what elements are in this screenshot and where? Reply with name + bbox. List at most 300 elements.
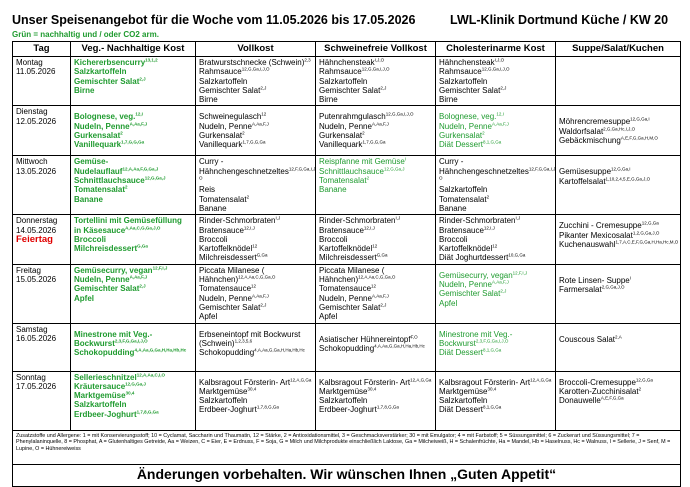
allergen-code: 2,3,F,G,Ga,I,J,O bbox=[114, 338, 148, 344]
dish-name: Gurkensalat bbox=[439, 131, 483, 141]
dish-name: Milchreisdessert bbox=[199, 253, 257, 263]
dish-name: Bockwurst bbox=[439, 338, 476, 348]
allergen-code: 2,J bbox=[380, 85, 387, 91]
menu-cell-vollkost bbox=[196, 156, 316, 215]
allergen-code: 1,7,G,G,Ga bbox=[242, 139, 266, 145]
allergen-code: 12,F,G,Ga,I,J bbox=[528, 166, 556, 172]
menu-cell-veg bbox=[71, 323, 196, 371]
dish-line bbox=[439, 280, 552, 289]
menu-cell-schweinefrei bbox=[316, 156, 436, 215]
allergen-code: 2,J bbox=[139, 283, 146, 289]
dish-line bbox=[439, 289, 552, 298]
allergen-code: 1,2,G,Ga,J,O bbox=[632, 229, 660, 235]
dish-name: Gemischter Salat bbox=[319, 85, 381, 95]
dish-name: Gemüse- bbox=[74, 157, 109, 167]
allergen-code: 30,4 bbox=[247, 386, 257, 392]
dish-name: Rahmsauce bbox=[199, 67, 242, 77]
allergen-code: 1,7,G,G,Ga bbox=[121, 139, 145, 145]
dish-line bbox=[199, 204, 312, 213]
dish-name: Möhrencremesuppe bbox=[559, 117, 631, 127]
dish-name: Bratensauce bbox=[439, 225, 484, 235]
dish-name: Hähnchen) bbox=[199, 275, 239, 285]
dish-line bbox=[439, 195, 552, 204]
allergen-code: 1,7,G,G,Ga bbox=[362, 139, 386, 145]
allergen-code: 12,G,Ga,I,J,O bbox=[361, 66, 390, 72]
allergen-code: 12,F,G,Ga,I,J bbox=[288, 166, 316, 172]
dish-name: Tomatensalat bbox=[199, 194, 247, 204]
allergen-code: 2,J bbox=[260, 85, 267, 91]
allergen-code: 12,I bbox=[496, 111, 504, 117]
dish-line bbox=[74, 176, 192, 185]
dish-name: Salzkartoffeln bbox=[439, 396, 488, 406]
dish-line bbox=[319, 77, 432, 86]
day-row bbox=[13, 215, 681, 264]
dish-name: Gebäckmischung bbox=[559, 136, 621, 146]
dish-name: Curry - bbox=[199, 157, 224, 167]
dish-name: Karotten-Zucchinisalat bbox=[559, 386, 639, 396]
day-cell bbox=[13, 57, 71, 106]
dish-line bbox=[439, 387, 552, 396]
dish-name: Curry - bbox=[439, 157, 464, 167]
allergen-code: 12,G,Ga,I bbox=[611, 166, 631, 172]
dish-line bbox=[199, 294, 312, 303]
allergen-code: I,J,O bbox=[494, 57, 505, 63]
dish-name: Gemischter Salat bbox=[74, 284, 140, 294]
dish-line bbox=[319, 387, 432, 396]
allergen-code: 12 bbox=[251, 283, 257, 289]
dish-name: Apfel bbox=[439, 298, 458, 308]
dish-name: Rote Linsen- Suppe bbox=[559, 275, 630, 285]
day-date: 13.05.2026 bbox=[16, 166, 57, 176]
allergen-code: I bbox=[404, 156, 407, 162]
menu-cell-veg bbox=[71, 57, 196, 106]
day-name: Mittwoch bbox=[16, 157, 48, 167]
dish-line bbox=[559, 177, 677, 186]
dish-line bbox=[319, 253, 432, 262]
dish-line bbox=[199, 216, 312, 225]
allergen-code: O bbox=[199, 175, 203, 181]
dish-name: (Schwein) bbox=[199, 338, 235, 348]
allergen-code: 2 bbox=[362, 130, 365, 136]
day-cell bbox=[13, 156, 71, 215]
allergen-code: 12,G,Ga,J bbox=[125, 381, 146, 387]
spacer bbox=[559, 107, 677, 117]
dish-line bbox=[319, 157, 432, 166]
dish-line bbox=[199, 348, 312, 357]
menu-cell-veg bbox=[71, 215, 196, 264]
dish-name: Birne bbox=[74, 85, 95, 95]
dish-name: Schweinegulasch bbox=[199, 112, 262, 122]
dish-name: Gemüsesuppe bbox=[559, 167, 612, 177]
dish-name: Broccoli bbox=[439, 234, 468, 244]
dish-name: Kartoffelknödel bbox=[199, 244, 253, 254]
day-date: 15.05.2026 bbox=[16, 275, 57, 285]
dish-name: Kalbsragout Försterin- Art bbox=[319, 377, 411, 387]
menu-cell-vollkost bbox=[196, 106, 316, 156]
menu-cell-suppe bbox=[556, 264, 681, 323]
dish-name: Rinder-Schmorbraten bbox=[319, 216, 396, 226]
dish-name: Gemüsecurry, vegan bbox=[439, 270, 513, 280]
dish-line bbox=[74, 67, 192, 76]
dish-name: Rahmsauce bbox=[319, 67, 362, 77]
dish-name: Gemüsecurry, vegan bbox=[74, 265, 153, 275]
dish-name: Salzkartoffeln bbox=[199, 76, 248, 86]
dish-line bbox=[199, 95, 312, 104]
allergen-code: 12,G,Ga,J bbox=[383, 166, 405, 172]
dish-name: Milchreisdessert bbox=[74, 244, 138, 254]
dish-name: Kuchenauswahl bbox=[559, 239, 616, 249]
dish-name: Gurkensalat bbox=[319, 131, 363, 141]
dish-name: Marktgemüse bbox=[319, 386, 368, 396]
dish-name: Tomatensauce bbox=[319, 284, 372, 294]
dish-line bbox=[199, 77, 312, 86]
column-header-cholesterinarm: Cholesterinarme Kost bbox=[436, 42, 556, 57]
menu-cell-cholesterinarm bbox=[436, 156, 556, 215]
dish-line bbox=[199, 185, 312, 194]
allergen-code: 12,G,Ga,J bbox=[144, 175, 166, 181]
allergen-code: 12,F,I,J bbox=[152, 265, 168, 271]
allergen-code: A,Aa,F,J bbox=[129, 274, 148, 280]
day-date: 17.05.2026 bbox=[16, 381, 57, 391]
menu-cell-cholesterinarm bbox=[436, 57, 556, 106]
dish-name: Gemischter Salat bbox=[74, 76, 140, 86]
allergen-code: I,J bbox=[275, 215, 281, 221]
day-date: 11.05.2026 bbox=[16, 67, 56, 77]
allergen-code: I,J bbox=[515, 215, 521, 221]
allergen-code: 12,I,J bbox=[243, 224, 255, 230]
allergen-code: 12,A,G,Ga bbox=[530, 376, 552, 382]
column-header-suppe: Suppe/Salat/Kuchen bbox=[556, 42, 681, 57]
dish-name: Salzkartoffeln bbox=[74, 400, 127, 410]
dish-name: Banane bbox=[439, 203, 467, 213]
day-name: Dienstag bbox=[16, 107, 48, 117]
dish-line bbox=[439, 348, 552, 357]
menu-cell-cholesterinarm bbox=[436, 323, 556, 371]
dish-name: Kartoffelsalat bbox=[559, 176, 606, 186]
dish-line bbox=[199, 140, 312, 149]
dish-name: Nudeln, Penne bbox=[199, 121, 252, 131]
menu-cell-cholesterinarm bbox=[436, 215, 556, 264]
allergen-code: A,Aa,F,J bbox=[251, 121, 269, 127]
allergen-code: 4,A,Aa,G,Ga,H,Ha,Hb,Hc bbox=[254, 347, 305, 353]
spacer bbox=[559, 266, 677, 276]
dish-name: Rinder-Schmorbraten bbox=[199, 216, 276, 226]
menu-cell-vollkost bbox=[196, 57, 316, 106]
dish-line bbox=[74, 294, 192, 303]
dish-name: Rahmsauce bbox=[439, 67, 482, 77]
menu-cell-schweinefrei bbox=[316, 323, 436, 371]
dish-line bbox=[319, 216, 432, 225]
dish-line bbox=[319, 167, 432, 176]
dish-name: Apfel bbox=[74, 293, 94, 303]
dish-line bbox=[74, 235, 192, 244]
allergen-code: 12,G,Ga,I,J,O bbox=[481, 66, 510, 72]
dish-name: Bratwurstschnecke (Schwein) bbox=[199, 58, 305, 67]
dish-name: Nudeln, Penne bbox=[439, 121, 492, 131]
dish-name: Reispfanne mit Gemüse bbox=[319, 157, 405, 167]
dish-line bbox=[439, 185, 552, 194]
dish-line bbox=[74, 410, 192, 419]
dish-name: Kräutersauce bbox=[74, 381, 126, 391]
allergen-code: G,Ga bbox=[376, 252, 388, 258]
dish-line bbox=[74, 348, 192, 357]
allergen-code: 12 bbox=[261, 111, 267, 117]
dish-name: Erbseneintopf mit Bockwurst bbox=[199, 329, 301, 339]
allergen-code: 1,7,8,G,Ga bbox=[136, 409, 159, 415]
allergen-code: I,J bbox=[395, 215, 401, 221]
dish-name: Nudeln, Penne bbox=[74, 121, 130, 131]
dish-name: Broccoli bbox=[319, 234, 348, 244]
day-name: Freitag bbox=[16, 265, 41, 275]
dish-name: Waldorfsalat bbox=[559, 126, 604, 136]
column-header-veg: Veg.- Nachhaltige Kost bbox=[71, 42, 196, 57]
allergen-code: 12 bbox=[252, 243, 258, 249]
dish-line bbox=[439, 226, 552, 235]
dish-line bbox=[319, 185, 432, 194]
dish-name: Kichererbsencurry bbox=[74, 58, 146, 67]
dish-name: Schnittlauchsauce bbox=[74, 176, 145, 186]
allergen-code: 2,3,F,G,Ga,I,J,O bbox=[475, 338, 509, 344]
dish-name: Broccoli bbox=[199, 234, 228, 244]
day-row bbox=[13, 106, 681, 156]
dish-name: Nudeln, Penne bbox=[199, 293, 252, 303]
allergen-code: 2 bbox=[638, 386, 642, 392]
dish-line bbox=[439, 405, 552, 414]
dish-name: Vanillequark bbox=[319, 140, 363, 150]
allergen-code: 12 bbox=[372, 243, 378, 249]
dish-line bbox=[439, 122, 552, 131]
dish-name: Banane bbox=[74, 194, 103, 204]
dish-line bbox=[319, 86, 432, 95]
dish-name: Schnittlauchsauce bbox=[319, 166, 384, 176]
allergen-code: A,Aa,F,J bbox=[491, 279, 509, 285]
dish-line bbox=[559, 335, 677, 344]
allergen-code: 12,G,Ga bbox=[641, 220, 659, 226]
holiday-label: Feiertag bbox=[16, 233, 53, 245]
dish-line bbox=[439, 176, 552, 185]
dish-name: Apfel bbox=[199, 312, 218, 322]
menu-cell-suppe bbox=[556, 371, 681, 430]
dish-line bbox=[439, 253, 552, 262]
footer-message: Änderungen vorbehalten. Wir wünschen Ihnen „Guten Appetit“ bbox=[13, 464, 681, 486]
dish-name: Kartoffelknödel bbox=[319, 244, 373, 254]
allergen-code: 2,G,Ga,J,O bbox=[601, 284, 625, 290]
allergen-code: 2,3 bbox=[304, 57, 311, 63]
day-name: Sonntag bbox=[16, 372, 46, 382]
dish-line bbox=[199, 303, 312, 312]
allergen-code: 2 bbox=[482, 130, 485, 136]
allergen-code: 2,J bbox=[500, 288, 507, 294]
menu-cell-vollkost bbox=[196, 264, 316, 323]
allergen-code: 1,2,3,5,6 bbox=[234, 338, 253, 344]
column-header-vollkost: Vollkost bbox=[196, 42, 316, 57]
dish-name: Schokopudding bbox=[319, 343, 375, 353]
dish-name: Minestrone mit Veg.- bbox=[74, 329, 153, 339]
dish-name: Banane bbox=[199, 203, 227, 213]
menu-cell-schweinefrei bbox=[316, 371, 436, 430]
dish-line bbox=[74, 86, 192, 95]
dish-line bbox=[74, 391, 192, 400]
allergen-code: I bbox=[629, 275, 631, 281]
dish-name: Gemischter Salat bbox=[319, 302, 381, 312]
menu-cell-schweinefrei bbox=[316, 57, 436, 106]
dish-line bbox=[199, 86, 312, 95]
dish-name: Donauwelle bbox=[559, 396, 601, 406]
allergen-code: 12,F,I,J bbox=[512, 270, 528, 276]
allergen-code: G,Ga bbox=[256, 252, 268, 258]
dish-line bbox=[199, 67, 312, 76]
dish-name: Birne bbox=[199, 95, 218, 105]
allergen-code: 30,4 bbox=[367, 386, 377, 392]
dish-line bbox=[319, 344, 432, 353]
dish-line bbox=[559, 127, 677, 136]
dish-line bbox=[199, 166, 316, 176]
allergen-code: A,Aa,F,J bbox=[491, 121, 509, 127]
dish-line bbox=[319, 176, 432, 185]
menu-cell-vollkost bbox=[196, 215, 316, 264]
menu-cell-vollkost bbox=[196, 323, 316, 371]
menu-cell-cholesterinarm bbox=[436, 106, 556, 156]
dish-name: Gemischter Salat bbox=[439, 85, 501, 95]
dish-name: Diät Dessert bbox=[439, 405, 484, 415]
allergen-code: 12,A,Aa,F,G,Ga,J bbox=[122, 166, 159, 172]
dish-name: Salzkartoffeln bbox=[439, 185, 488, 195]
dish-name: Hähnchengeschnetzeltes bbox=[199, 166, 289, 176]
day-row bbox=[13, 371, 681, 430]
dish-line bbox=[439, 140, 552, 149]
dish-name: Hähnchensteak bbox=[319, 58, 375, 67]
dish-name: Marktgemüse bbox=[199, 386, 248, 396]
allergen-code: 2,G,Ga,Hc,I,J,O bbox=[603, 126, 636, 132]
allergen-code: 8,1,G,Ga bbox=[483, 404, 502, 410]
dish-name: Putenrahmgulasch bbox=[319, 112, 386, 122]
allergen-code: 12 bbox=[492, 243, 498, 249]
dish-name: Tomatensalat bbox=[439, 194, 487, 204]
dish-name: Salzkartoffeln bbox=[74, 67, 127, 77]
allergen-code: 12,A,Aa,C,G,Ga,O bbox=[238, 274, 276, 280]
day-cell bbox=[13, 264, 71, 323]
dish-line bbox=[559, 136, 677, 145]
dish-line bbox=[199, 176, 312, 185]
dish-name: Sellerieschnitzel bbox=[74, 372, 137, 382]
menu-cell-cholesterinarm bbox=[436, 264, 556, 323]
dish-name: Piccata Milanese ( bbox=[199, 265, 265, 275]
menu-cell-veg bbox=[71, 371, 196, 430]
dish-name: Hähnchengeschnetzeltes bbox=[439, 166, 529, 176]
dish-name: in Käsesauce bbox=[74, 225, 126, 235]
dish-line bbox=[74, 284, 192, 293]
dish-line bbox=[439, 95, 552, 104]
allergen-code: 2,J bbox=[380, 302, 387, 308]
allergen-code: I,J,O bbox=[374, 57, 385, 63]
dish-name: Piccata Milanese ( bbox=[319, 265, 385, 275]
allergen-code: 2 bbox=[124, 184, 128, 190]
dish-name: Rinder-Schmorbraten bbox=[439, 216, 516, 226]
dish-line bbox=[319, 294, 432, 303]
dish-line bbox=[319, 312, 432, 321]
dish-line bbox=[319, 303, 432, 312]
allergen-code: 1,10,2,4,5,E,G,Ga,J,O bbox=[605, 176, 651, 182]
dish-line bbox=[559, 240, 677, 249]
dish-name: Salzkartoffeln bbox=[439, 76, 488, 86]
dish-line bbox=[74, 244, 192, 253]
day-date: 16.05.2026 bbox=[16, 333, 57, 343]
dish-line bbox=[199, 387, 312, 396]
dish-line bbox=[439, 166, 556, 176]
dish-name: Marktgemüse bbox=[439, 386, 488, 396]
dish-line bbox=[319, 95, 432, 104]
dish-name: Nudeln, Penne bbox=[439, 280, 492, 290]
dish-name: Hähnchensteak bbox=[439, 58, 495, 67]
dish-name: Schokopudding bbox=[74, 348, 135, 358]
dish-name: Gemischter Salat bbox=[199, 85, 261, 95]
day-cell bbox=[13, 323, 71, 371]
menu-cell-schweinefrei bbox=[316, 215, 436, 264]
dish-line bbox=[74, 400, 192, 409]
menu-cell-suppe bbox=[556, 156, 681, 215]
dish-name: Tortellini mit Gemüsefüllung bbox=[74, 216, 182, 226]
allergen-code: 1,7,8,G,Ga bbox=[376, 404, 399, 410]
dish-line bbox=[199, 253, 312, 262]
allergen-code: 12,I bbox=[135, 111, 143, 117]
allergen-code: F,O bbox=[410, 333, 418, 339]
allergen-code: 2,J bbox=[500, 85, 507, 91]
menu-cell-veg bbox=[71, 106, 196, 156]
dish-line bbox=[439, 77, 552, 86]
dish-line bbox=[199, 195, 312, 204]
day-date: 12.05.2026 bbox=[16, 116, 57, 126]
dish-line bbox=[439, 86, 552, 95]
dish-name: Farmersalat bbox=[559, 285, 602, 295]
dish-name: Gurkensalat bbox=[199, 131, 243, 141]
allergen-code: 30,4 bbox=[487, 386, 497, 392]
allergen-code: 13,1,2 bbox=[145, 57, 158, 63]
allergen-code: 8,1,G,Ga bbox=[483, 139, 502, 145]
dish-name: Gemischter Salat bbox=[199, 302, 261, 312]
dish-name: Minestrone mit Veg.- bbox=[439, 329, 513, 339]
allergen-code: 2 bbox=[246, 194, 250, 200]
dish-line bbox=[559, 396, 677, 405]
dish-line bbox=[559, 378, 677, 387]
dish-name: Reis bbox=[199, 185, 216, 195]
allergen-code: 1,7,8,G,Ga bbox=[256, 404, 279, 410]
dish-name: Apfel bbox=[319, 312, 338, 322]
dish-line bbox=[319, 226, 432, 235]
column-header-day: Tag bbox=[13, 42, 71, 57]
table-header-row bbox=[13, 42, 681, 57]
dish-name: Broccoli-Cremesuppe bbox=[559, 377, 636, 387]
menu-cell-cholesterinarm bbox=[436, 371, 556, 430]
dish-line bbox=[74, 140, 192, 149]
dish-name: Bolognese, veg. bbox=[74, 112, 136, 122]
dish-name: Hähnchen) bbox=[319, 275, 359, 285]
dish-name: Tomatensauce bbox=[199, 284, 252, 294]
dish-name: Bolognese, veg. bbox=[439, 112, 497, 122]
dish-line bbox=[319, 67, 432, 76]
allergen-code: 12,G,Ga,I,J,O bbox=[241, 66, 270, 72]
dish-name: Erdbeer-Joghurt bbox=[74, 409, 137, 419]
allergen-code: A,Aa,F,J bbox=[371, 292, 389, 298]
dish-line bbox=[74, 77, 192, 86]
dish-name: Vanillequark bbox=[199, 140, 243, 150]
allergen-code: 2,J bbox=[260, 302, 267, 308]
dish-line bbox=[319, 405, 432, 414]
allergen-code: A,Aa,C,G,Ga,J,O bbox=[125, 224, 161, 230]
dish-name: Couscous Salat bbox=[559, 334, 616, 344]
allergen-code: 12,A,G,Ga bbox=[410, 376, 432, 382]
dish-line bbox=[74, 185, 192, 194]
allergen-code: 8,1,G,Ga bbox=[483, 347, 502, 353]
